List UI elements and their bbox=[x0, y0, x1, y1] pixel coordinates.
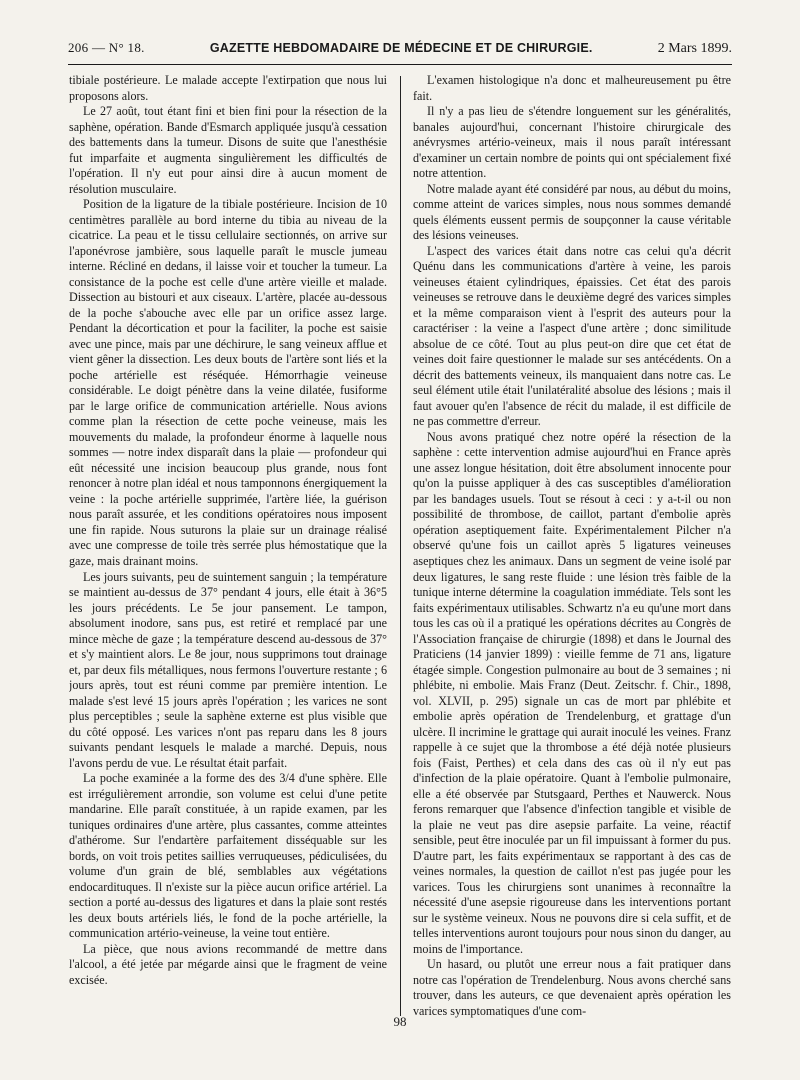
column-divider bbox=[400, 76, 401, 1016]
running-header bbox=[68, 40, 732, 62]
paragraph: Les jours suivants, peu de suintement sanguin ; la température se maintient au-dessus de 37° pendant 4 jours, elle était à 36°5 les jours précédents. Le 5e jour pansement. Le tampon, absolument inodore, sans pus, est retiré et remplacé par une mince mèche de gaze ; la température descend au-dessous de 37° et s'y maintient alors. Le 8e jour, nous supprimons tout drainage et, par deux fils métalliques, nous fermons l'ouverture restante ; 6 jours après, tout est réuni comme par première intention. Le malade s'est levé 15 jours après l'opération ; les varices ne sont plus perceptibles ; seule la saphène externe est plus visible que du côté opposé. Les varices n'ont pas reparu dans les 8 jours suivants pendant lesquels le malade a marché. Depuis, nous l'avons perdu de vue. Le résultat était parfait. bbox=[69, 569, 387, 770]
paragraph: Position de la ligature de la tibiale postérieure. Incision de 10 centimètres parallèle au bord interne du tibia au niveau de la cicatrice. La peau et le tissu cellulaire sectionnés, on arrive sur l'aponévrose jambière, sous laquelle paraît le muscle jumeau interne. Récliné en dedans, il laisse voir et toucher la tumeur. La consistance de la poche est celle d'une artère vieille et malade. Dissection au bistouri et aux ciseaux. L'artère, placée au-dessous de la poche s'abouche avec elle par un orifice assez large. Pendant la décortication et pour la faciliter, la poche est saisie avec une pince, mais par une déchirure, le sang veineux afflue et vient gêner la dissection. Les deux bouts de l'artère sont liés et la poche artérielle est réséquée. Hémorrhagie veineuse considérable. Le doigt pénètre dans la veine dilatée, fusiforme par le large orifice de communication artérielle. Nous avions comme plan la résection de cette poche veineuse, mais les mouvements du malade, la profondeur énorme à laquelle nous sommes — notre index disparaît dans la plaie — profondeur qui eût nécessité une incision beaucoup plus grande, nous font renoncer à notre plan idéal et nous tamponnons énergiquement la veine : la poche artérielle supprimée, l'artère liée, la guérison nous paraît assurée, et les conditions opératoires nous imposent une fin rapide. Nous suturons la plaie sur un drainage réalisé avec une compresse de toile très serrée plus hémostatique que la gaze, mais drainant moins. bbox=[69, 197, 387, 568]
left-column bbox=[69, 73, 387, 1018]
paragraph: Le 27 août, tout étant fini et bien fini pour la résection de la saphène, opération. Bande d'Esmarch appliquée jusqu'à cessation des battements dans la tumeur. Disons de suite que l'anesthésie fut imparfaite et augmenta singulièrement les difficultés de l'opération. Il n'y eut pour ainsi dire à aucun moment de résolution musculaire. bbox=[69, 104, 387, 196]
paragraph: Nous avons pratiqué chez notre opéré la résection de la saphène : cette intervention admise aujourd'hui en France après une assez longue hésitation, doit être absolument innocente pour qu'on la puisse appliquer à des cas susceptibles d'amélioration par les bandages usuels. Tout se résout à ceci : y a-t-il ou non possibilité de thrombose, de caillot, partant d'embolie après opération aseptiquement faite. Expérimentalement Pilcher n'a observé qu'une fois un caillot après 5 ligatures veineuses aseptiques chez les animaux. Dans un segment de veine isolé par deux ligatures, le sang reste fluide : une lésion très faible de la tunique interne détermine la coagulation immédiate. Tels sont les faits expérimentaux utilisables. Schwartz n'a eu qu'une mort dans tous les cas où il a pratiqué les opérations décrites au Congrès de l'Association française de chirurgie (1898) et dans le Journal des Praticiens (14 janvier 1899) : vieille femme de 71 ans, ligature étagée simple. Congestion pulmonaire au bout de 3 semaines ; ni phlébite, ni embolie. Mais Franz (Deut. Zeitschr. f. Chir., 1898, vol. XLVII, p. 295) signale un cas de mort par phlébite et embolie après opération de Trendelenburg, et grattage d'un ulcère. Il incrimine le grattage qui aurait inoculé les veines. Franz rappelle à ce sujet que la thrombose a été déjà notée plusieurs fois (Faist, Perthes) et cela dans des cas où il n'y eut pas d'infection de la plaie opératoire. Quant à l'embolie pulmonaire, elle a été observée par Stutsgaard, Perthes et Nauwerck. Nous ferons remarquer que l'absence d'infection tangible et visible de la plaie ne veut pas dire asepsie parfaite. La veine, réactif sensible, peut être inoculée par un fil impuissant à former du pus. D'autre part, les faits expérimentaux se rapportant à des cas de veines normales, la question de caillot n'est pas jugée pour les varices. Tous les chirurgiens sont unanimes à reconnaître la nécessité d'une asepsie rigoureuse dans les interventions portant sur le système veineux. Nous ne pouvons dire si cela suffit, et de telles interventions auront toujours pour nous sinon du danger, au moins de l'importance. bbox=[413, 429, 731, 956]
paragraph: La poche examinée a la forme des des 3/4 d'une sphère. Elle est irrégulièrement arrondie, son volume est celui d'une petite mandarine. Elle paraît constituée, à un rapide examen, par les tuniques ordinaires d'une artère, plus cassantes, comme atteintes d'athérome. Sur l'endartère parfaitement disséquable sur les bords, on voit trois petites saillies verruqueuses, pédiculisées, du volume d'un grain de blé, semblables aux végétations endocardituques. Il n'existe sur la pièce aucun orifice artériel. La section a porté au-dessus des ligatures et dans la plaie sont restés les deux bouts artériels liés, le fond de la poche artérielle, la communication artério-veineuse, la veine tout entière. bbox=[69, 771, 387, 941]
paragraph: La pièce, que nous avions recommandé de mettre dans l'alcool, a été jetée par mégarde ainsi que le fragment de veine excisée. bbox=[69, 941, 387, 987]
paragraph: Un hasard, ou plutôt une erreur nous a fait pratiquer dans notre cas l'opération de Trendelenburg. Nous avons cherché sans trouver, dans les auteurs, ce que devenaient après opération les varices symptomatiques d'une com- bbox=[413, 957, 731, 1018]
paragraph: Il n'y a pas lieu de s'étendre longuement sur les généralités, banales aujourd'hui, concernant l'histoire chirurgicale des anévrysmes artério-veineux, mais il nous paraît intéressant d'examiner un certain nombre de points qui ont spécialement fixé notre attention. bbox=[413, 104, 731, 181]
paragraph: L'aspect des varices était dans notre cas celui qu'a décrit Quénu dans les communications d'artère à veine, les parois veineuses étaient cylindriques, épaissies. Cet état des parois veineuses se retrouve dans le deuxième degré des varices simples et la même comparaison vient à l'esprit des auteurs pour la caractériser : la veine a l'aspect d'une artère ; donc similitude absolue de ce côté. Tout au plus peut-on dire que cet état de veines doit faire questionner le malade sur ses antécédents. On a décrit des battements veineux, ils manquaient dans notre cas. Le seul élément utile était l'unilatéralité absolue des lésions ; mais il faut avouer qu'en l'absence de récit du malade, il est difficile de ne pas commettre d'erreur. bbox=[413, 243, 731, 429]
paragraph: L'examen histologique n'a donc et malheureusement pu être fait. bbox=[413, 73, 731, 103]
page-issue-number: 206 — N° 18. bbox=[68, 40, 145, 55]
paragraph: tibiale postérieure. Le malade accepte l'extirpation que nous lui proposons alors. bbox=[69, 73, 387, 103]
paragraph: Notre malade ayant été considéré par nous, au début du moins, comme atteint de varices simples, nous nous sommes demandé quels éléments eussent permis de soupçonner la cause véritable des lésions veineuses. bbox=[413, 181, 731, 243]
page-folio: 98 bbox=[393, 1014, 407, 1029]
header-rule bbox=[68, 64, 732, 65]
journal-title: GAZETTE HEBDOMADAIRE DE MÉDECINE ET DE CHIRURGIE. bbox=[209, 41, 593, 55]
right-column bbox=[413, 73, 731, 1018]
issue-date: 2 Mars 1899. bbox=[657, 41, 732, 56]
